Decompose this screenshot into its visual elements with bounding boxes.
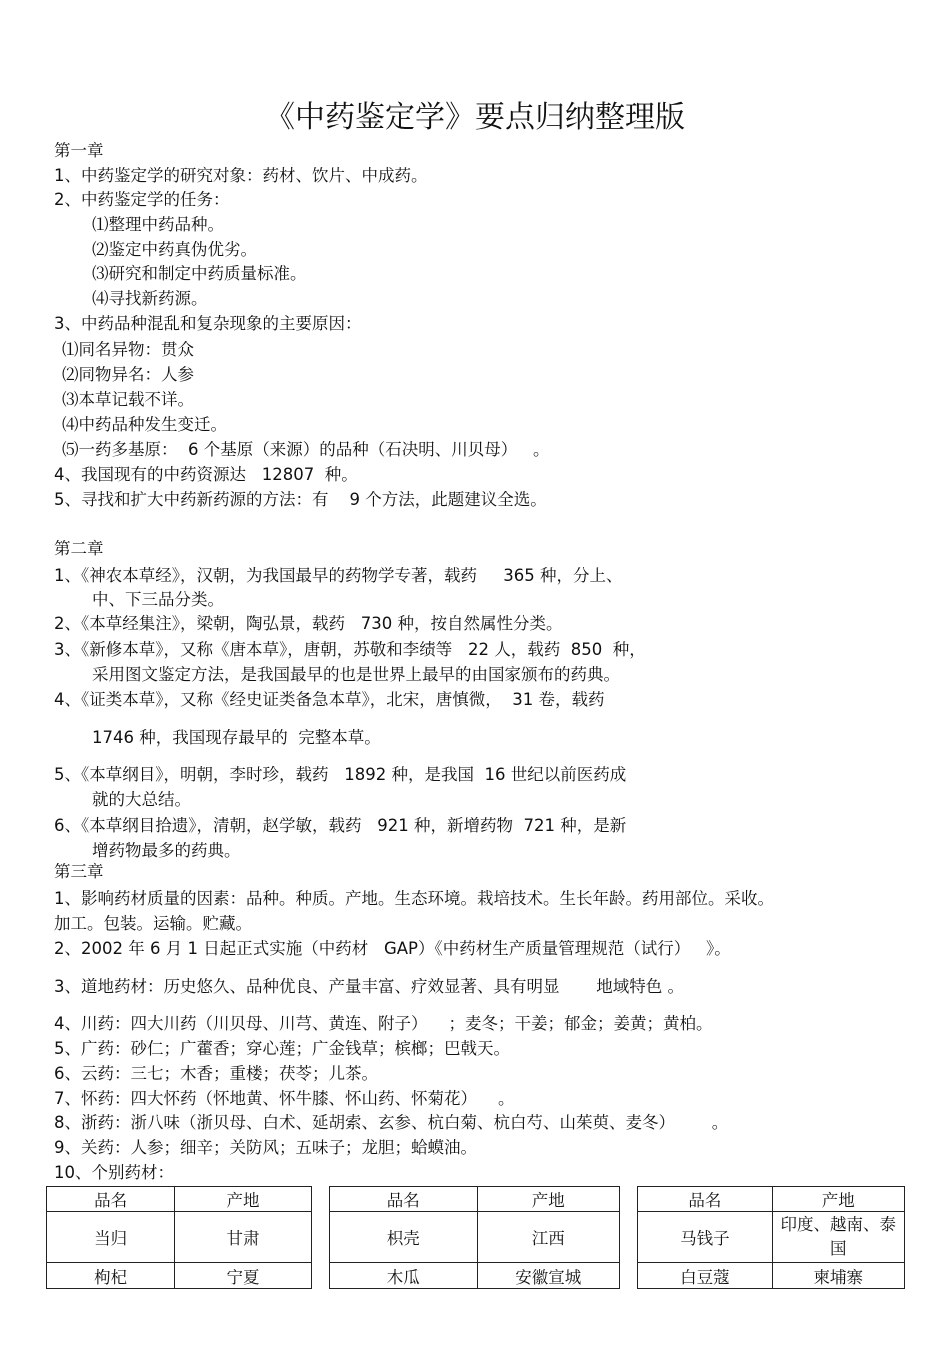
table-cell: 木瓜 bbox=[329, 1263, 477, 1289]
chapter-2-heading: 第二章 bbox=[54, 539, 104, 558]
text-line: 3、道地药材：历史悠久、品种优良、产量丰富、疗效显著、具有明显 地域特色 。 bbox=[54, 977, 684, 996]
text-line: 8、浙药：浙八味（浙贝母、白术、延胡索、玄参、杭白菊、杭白芍、山茱萸、麦冬） 。 bbox=[54, 1113, 729, 1132]
table-cell: 印度、越南、泰国 bbox=[772, 1212, 904, 1263]
text-line: ⑶研究和制定中药质量标准。 bbox=[92, 264, 307, 283]
table-gap bbox=[619, 1187, 637, 1212]
text-line: 增药物最多的药典。 bbox=[92, 841, 241, 860]
header-origin: 产地 bbox=[477, 1187, 619, 1212]
table-gap bbox=[311, 1212, 329, 1263]
text-line: ⑶本草记载不详。 bbox=[62, 390, 194, 409]
text-line: 2、中药鉴定学的任务： bbox=[54, 190, 230, 209]
text-line: 1、《神农本草经》，汉朝，为我国最早的药物学专著，载药 365 种，分上、 bbox=[54, 566, 623, 585]
herb-origin-table bbox=[46, 1186, 905, 1289]
chapter-1-heading: 第一章 bbox=[54, 141, 104, 160]
header-name: 品名 bbox=[638, 1187, 772, 1212]
text-line: 9、关药：人参；细辛；关防风；五味子；龙胆；蛤蟆油。 bbox=[54, 1138, 477, 1157]
text-line: 10、个别药材： bbox=[54, 1163, 174, 1182]
table-gap bbox=[311, 1187, 329, 1212]
text-line: 4、我国现有的中药资源达 12807 种。 bbox=[54, 465, 358, 484]
header-name: 品名 bbox=[329, 1187, 477, 1212]
table-cell: 白豆蔻 bbox=[638, 1263, 772, 1289]
header-name: 品名 bbox=[47, 1187, 175, 1212]
table-cell: 甘肃 bbox=[175, 1212, 311, 1263]
text-line: 2、《本草经集注》，梁朝，陶弘景，载药 730 种，按自然属性分类。 bbox=[54, 614, 563, 633]
text-line: 5、寻找和扩大中药新药源的方法：有 9 个方法，此题建议全选。 bbox=[54, 490, 547, 509]
table-gap bbox=[619, 1212, 637, 1263]
text-line: 7、怀药：四大怀药（怀地黄、怀牛膝、怀山药、怀菊花） 。 bbox=[54, 1089, 515, 1108]
text-line: 中、下三品分类。 bbox=[92, 590, 224, 609]
page-title: 《中药鉴定学》要点归纳整理版 bbox=[265, 100, 685, 135]
text-line: 6、《本草纲目拾遗》，清朝，赵学敏，载药 921 种，新增药物 721 种，是新 bbox=[54, 816, 627, 835]
header-origin: 产地 bbox=[175, 1187, 311, 1212]
text-line: ⑴整理中药品种。 bbox=[92, 215, 224, 234]
text-line: 2、2002 年 6 月 1 日起正式实施（中药材 GAP）《中药材生产质量管理规范（试行） 》。 bbox=[54, 939, 731, 958]
text-line: ⑷中药品种发生变迁。 bbox=[62, 415, 227, 434]
table-gap bbox=[619, 1263, 637, 1289]
table-row bbox=[47, 1263, 905, 1289]
header-origin: 产地 bbox=[772, 1187, 904, 1212]
table-cell: 枳壳 bbox=[329, 1212, 477, 1263]
text-line: 1、中药鉴定学的研究对象：药材、饮片、中成药。 bbox=[54, 166, 428, 185]
text-line: ⑴同名异物：贯众 bbox=[62, 340, 194, 359]
text-line: ⑵鉴定中药真伪优劣。 bbox=[92, 240, 257, 259]
text-line: 就的大总结。 bbox=[92, 790, 191, 809]
table-header-row bbox=[47, 1187, 905, 1212]
text-line: 3、中药品种混乱和复杂现象的主要原因： bbox=[54, 314, 362, 333]
table-cell: 当归 bbox=[47, 1212, 175, 1263]
chapter-3-heading: 第三章 bbox=[54, 862, 104, 881]
table-cell: 柬埔寨 bbox=[772, 1263, 904, 1289]
text-line: 加工。包装。运输。贮藏。 bbox=[54, 914, 252, 933]
table-cell: 枸杞 bbox=[47, 1263, 175, 1289]
text-line: ⑸一药多基原： 6 个基原（来源）的品种（石决明、川贝母） 。 bbox=[62, 440, 550, 459]
text-line: 5、《本草纲目》，明朝，李时珍，载药 1892 种，是我国 16 世纪以前医药成 bbox=[54, 765, 627, 784]
table-cell: 宁夏 bbox=[175, 1263, 311, 1289]
text-line: 采用图文鉴定方法，是我国最早的也是世界上最早的由国家颁布的药典。 bbox=[92, 665, 620, 684]
table-cell: 江西 bbox=[477, 1212, 619, 1263]
text-line: 3、《新修本草》，又称《唐本草》，唐朝，苏敬和李绩等 22 人，载药 850 种， bbox=[54, 640, 646, 659]
table-row bbox=[47, 1212, 905, 1263]
table-cell: 马钱子 bbox=[638, 1212, 772, 1263]
text-line: ⑵同物异名：人参 bbox=[62, 365, 194, 384]
text-line: 5、广药：砂仁；广藿香；穿心莲；广金钱草；槟榔；巴戟天。 bbox=[54, 1039, 510, 1058]
text-line: 1、影响药材质量的因素：品种。种质。产地。生态环境。栽培技术。生长年龄。药用部位。采收。 bbox=[54, 889, 774, 908]
text-line: 4、川药：四大川药（川贝母、川芎、黄连、附子） ；麦冬；干姜；郁金；姜黄；黄柏。 bbox=[54, 1014, 713, 1033]
text-line: 1746 种，我国现存最早的 完整本草。 bbox=[92, 728, 381, 747]
text-line: ⑷寻找新药源。 bbox=[92, 289, 208, 308]
text-line: 4、《证类本草》，又称《经史证类备急本草》，北宋，唐慎微， 31 卷，载药 bbox=[54, 690, 605, 709]
text-line: 6、云药：三七；木香；重楼；茯苓；儿茶。 bbox=[54, 1064, 378, 1083]
table-gap bbox=[311, 1263, 329, 1289]
table-cell: 安徽宣城 bbox=[477, 1263, 619, 1289]
